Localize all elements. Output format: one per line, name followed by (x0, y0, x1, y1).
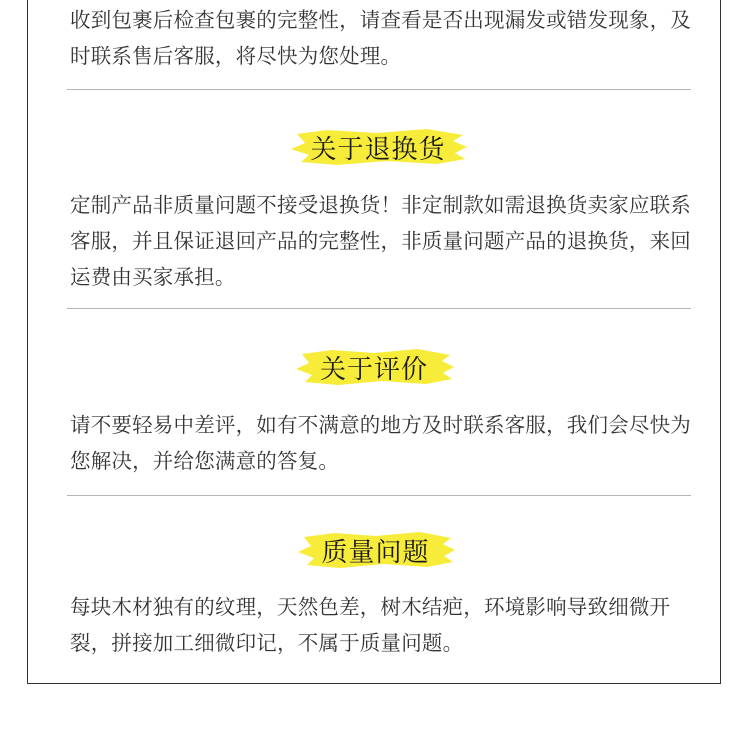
returns-title: 关于退换货 (310, 134, 446, 165)
quality-heading (294, 527, 457, 573)
returns-paragraph: 定制产品非质量问题不接受退换货！非定制款如需退换货卖家应联系客服，并且保证退回产品的完整性，非质量问题产品的退换货，来回运费由买家承担。 (70, 193, 691, 289)
divider (67, 495, 691, 496)
reviews-paragraph: 请不要轻易中差评，如有不满意的地方及时联系客服，我们会尽快为您解决，并给您满意的答复。 (70, 413, 691, 473)
reviews-heading (292, 344, 456, 390)
intro-paragraph: 收到包裹后检查包裹的完整性，请查看是否出现漏发或错发现象，及时联系售后客服，将尽快为您处理。 (70, 8, 691, 68)
divider (67, 89, 691, 90)
reviews-title: 关于评价 (319, 354, 428, 385)
divider (67, 308, 691, 309)
quality-paragraph: 每块木材独有的纹理，天然色差，树木结疤，环境影响导致细微开裂，拼接加工细微印记，不属于质量问题。 (70, 595, 671, 655)
quality-title: 质量问题 (321, 537, 430, 568)
content-frame (27, 0, 721, 684)
returns-heading (287, 124, 469, 170)
